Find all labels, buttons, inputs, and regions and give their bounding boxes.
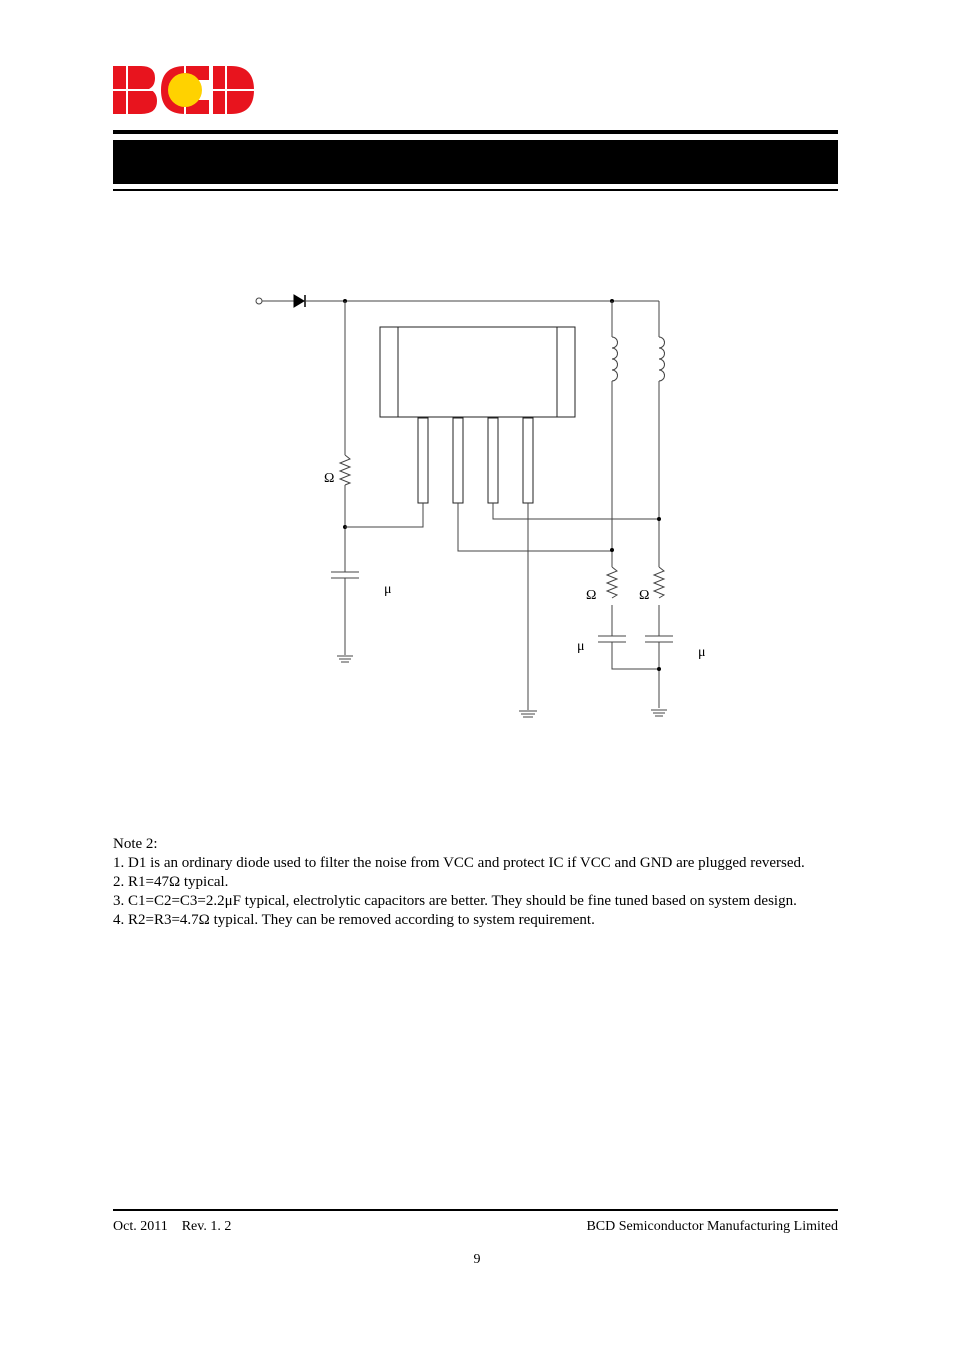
- logo-letter-d: [213, 66, 254, 114]
- footer-date-revision: Oct. 2011 Rev. 1. 2: [113, 1219, 232, 1234]
- footer-company: BCD Semiconductor Manufacturing Limited: [586, 1219, 838, 1234]
- note-item-3: 3. C1=C2=C3=2.2μF typical, electrolytic capacitors are better. They should be fine tuned based on system design.: [113, 893, 797, 909]
- c1-unit-label: μ: [384, 582, 392, 597]
- ground-symbol: [651, 710, 667, 716]
- r1-resistor: [340, 455, 350, 485]
- ground-symbol: [337, 656, 353, 662]
- header-rule-bottom: [113, 189, 838, 191]
- c3-capacitor: [645, 636, 673, 642]
- ground-symbol: [519, 711, 537, 717]
- note-item-2: 2. R1=47Ω typical.: [113, 874, 229, 890]
- page-number: 9: [473, 1252, 481, 1267]
- c3-unit-label: μ: [698, 645, 706, 660]
- notes-heading: Note 2:: [113, 836, 158, 852]
- junction-dot: [657, 667, 661, 671]
- r2-unit-label: Ω: [586, 588, 597, 603]
- logo-letter-c: [161, 66, 209, 114]
- junction-dot: [657, 517, 661, 521]
- note-item-4: 4. R2=R3=4.7Ω typical. They can be removed according to system requirement.: [113, 912, 595, 928]
- application-circuit-diagram: [240, 280, 720, 730]
- bcd-logo: [113, 66, 254, 114]
- logo-letter-b: [113, 66, 157, 114]
- inductor-left: [612, 337, 618, 381]
- r1-unit-label: Ω: [324, 471, 335, 486]
- ic-pin-1: [418, 418, 428, 503]
- r2-resistor: [607, 567, 617, 598]
- c2-capacitor: [598, 636, 626, 642]
- d1-diode: [294, 295, 305, 307]
- c1-capacitor: [331, 572, 359, 578]
- header-rule-top: [113, 130, 838, 134]
- vcc-terminal: [256, 298, 262, 304]
- footer-rule: [113, 1209, 838, 1211]
- ic-pin-2: [453, 418, 463, 503]
- ic-pin-3: [488, 418, 498, 503]
- r3-resistor: [654, 567, 664, 598]
- ic-pin-4: [523, 418, 533, 503]
- note-item-1: 1. D1 is an ordinary diode used to filter the noise from VCC and protect IC if VCC and GND are plugged reversed.: [113, 855, 805, 871]
- junction-dot: [610, 548, 614, 552]
- inductor-right: [659, 337, 665, 381]
- c2-unit-label: μ: [577, 639, 585, 654]
- notes-section: [113, 835, 840, 930]
- ic-package: [380, 327, 575, 503]
- r3-unit-label: Ω: [639, 588, 650, 603]
- header-title-band: [113, 140, 838, 184]
